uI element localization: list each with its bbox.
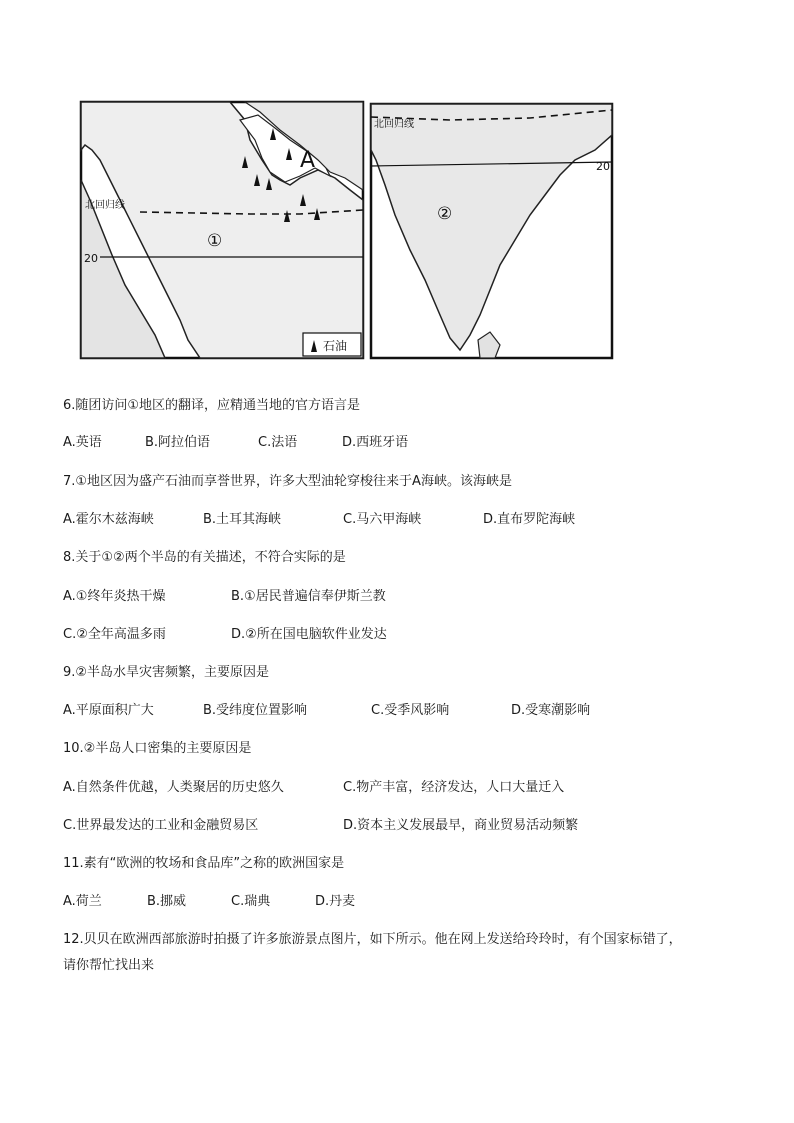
option-7b[interactable]: B.土耳其海峡 [203,512,282,527]
option-8a[interactable]: A.①终年炎热干燥 [63,589,166,604]
question-6-stem: 6.随团访问①地区的翻译，应精通当地的官方语言是 [63,398,361,413]
option-11c[interactable]: C.瑞典 [231,894,271,909]
option-10a[interactable]: A.自然条件优越，人类聚居的历史悠久 [63,780,284,795]
option-6c[interactable]: C.法语 [258,435,298,450]
option-11a[interactable]: A.荷兰 [63,894,102,909]
question-10-options-row1 [63,779,703,797]
question-9-options [63,702,703,720]
option-9d[interactable]: D.受寒潮影响 [511,703,591,718]
option-9a[interactable]: A.平原面积广大 [63,703,154,718]
option-6b[interactable]: B.阿拉伯语 [145,435,211,450]
option-9c[interactable]: C.受季风影响 [371,703,450,718]
question-8-options-row1 [63,588,663,606]
question-7-options [63,511,703,529]
option-10d[interactable]: D.资本主义发展最早，商业贸易活动频繁 [343,818,579,833]
lat-label-left: 20 [84,252,98,265]
question-7-stem: 7.①地区因为盛产石油而享誉世界，许多大型油轮穿梭往来于A海峡。该海峡是 [63,474,512,489]
option-11b[interactable]: B.挪威 [147,894,187,909]
map-arabian-peninsula [81,102,363,358]
legend-label: 石油 [323,339,348,353]
option-9b[interactable]: B.受纬度位置影响 [203,703,308,718]
question-6-options [63,434,663,452]
option-10b[interactable]: C.物产丰富，经济发达，人口大量迁入 [343,780,565,795]
question-12-stem: 12.贝贝在欧洲西部旅游时拍摄了许多旅游景点图片，如下所示。他在网上发送给玲玲时，有个国家标错了， [63,932,682,947]
question-10-stem: 10.②半岛人口密集的主要原因是 [63,741,252,756]
question-9-stem: 9.②半岛水旱灾害频繁，主要原因是 [63,665,270,680]
tropic-label-right: 北回归线 [374,119,414,130]
tropic-label-left: 北回归线 [85,200,125,211]
region-label-1: ① [207,231,223,251]
option-7d[interactable]: D.直布罗陀海峡 [483,512,576,527]
question-12-stem-line2: 请你帮忙找出来 [63,958,155,973]
question-8-options-row2 [63,626,663,644]
option-6d[interactable]: D.西班牙语 [342,435,409,450]
option-8d[interactable]: D.②所在国电脑软件业发达 [231,627,387,642]
question-11-stem: 11.素有“欧洲的牧场和食品库”之称的欧洲国家是 [63,856,345,871]
maps-figure [0,0,794,370]
option-11d[interactable]: D.丹麦 [315,894,356,909]
question-8-stem: 8.关于①②两个半岛的有关描述，不符合实际的是 [63,550,346,565]
option-7c[interactable]: C.马六甲海峡 [343,512,422,527]
option-6a[interactable]: A.英语 [63,435,102,450]
strait-label-a: A [300,148,316,173]
option-8c[interactable]: C.②全年高温多雨 [63,627,166,642]
map-indian-peninsula [371,104,612,358]
option-10c[interactable]: C.世界最发达的工业和金融贸易区 [63,818,259,833]
option-8b[interactable]: B.①居民普遍信奉伊斯兰教 [231,589,386,604]
lat-label-right: 20 [596,160,610,173]
question-10-options-row2 [63,817,703,835]
option-7a[interactable]: A.霍尔木兹海峡 [63,512,154,527]
region-label-2: ② [437,204,453,224]
question-11-options [63,893,663,911]
